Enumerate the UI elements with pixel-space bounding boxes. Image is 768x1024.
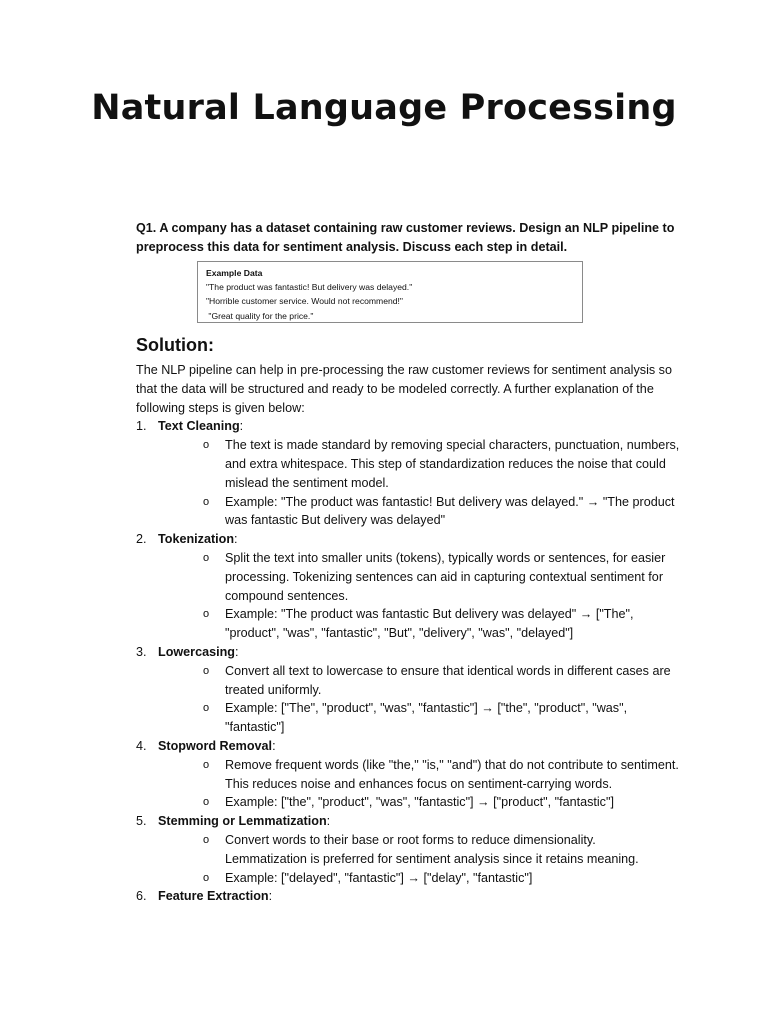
step-bullet xyxy=(203,869,681,888)
bullet-marker: o xyxy=(203,702,210,715)
step-bullet xyxy=(203,831,681,869)
pipeline-step xyxy=(136,887,681,906)
bullet-marker: o xyxy=(203,439,210,452)
step-bullet xyxy=(203,549,681,605)
step-bullet xyxy=(203,756,681,794)
step-title: Feature Extraction xyxy=(158,889,269,904)
bullet-text: Example: ["the", "product", "was", "fantastic"] → ["product", "fantastic"] xyxy=(225,795,614,810)
bullet-marker: o xyxy=(203,664,210,677)
step-bullets xyxy=(158,662,681,737)
step-number: 1. xyxy=(136,419,147,434)
solution-intro: The NLP pipeline can help in pre-processing the raw customer reviews for sentiment analysis so that the data will be structured and ready to be modeled correctly. A further explanation of the following steps is given below: xyxy=(136,363,672,415)
step-title: Stopword Removal xyxy=(158,738,273,753)
step-bullets xyxy=(158,549,681,643)
step-number: 4. xyxy=(136,738,147,753)
bullet-text: Convert all text to lowercase to ensure that identical words in different cases are treated uniformly. xyxy=(225,663,671,697)
step-number: 3. xyxy=(136,644,147,659)
step-bullet xyxy=(203,699,681,737)
document-title: Natural Language Processing xyxy=(91,88,677,128)
bullet-text: Example: "The product was fantastic But delivery was delayed" → ["The", "product", "was", "fantastic", "But", "delivery", "was", "delayed"] xyxy=(225,607,634,641)
pipeline-step xyxy=(136,737,681,812)
pipeline-step xyxy=(136,417,681,530)
step-bullet xyxy=(203,493,681,531)
step-title: Stemming or Lemmatization xyxy=(158,814,327,829)
solution-heading: Solution: xyxy=(136,335,214,355)
solution-body xyxy=(136,361,681,906)
bullet-text: Example: ["delayed", "fantastic"] → ["delay", "fantastic"] xyxy=(225,870,533,885)
step-bullet xyxy=(203,793,681,812)
step-title-colon: : xyxy=(268,889,273,904)
step-bullet xyxy=(203,605,681,643)
bullet-text: Example: "The product was fantastic! But delivery was delayed." → "The product was fantastic But delivery was delayed" xyxy=(225,494,675,528)
steps-list xyxy=(136,417,681,906)
bullet-marker: o xyxy=(203,796,210,809)
bullet-marker: o xyxy=(203,608,210,621)
step-bullets xyxy=(158,436,681,530)
bullet-text: Example: ["The", "product", "was", "fantastic"] → ["the", "product", "was", "fantastic"] xyxy=(225,701,628,735)
bullet-text: Remove frequent words (like "the," "is," "and") that do not contribute to sentiment. This reduces noise and enhances focus on sentiment-carrying words. xyxy=(225,757,679,791)
bullet-text: Convert words to their base or root forms to reduce dimensionality. Lemmatization is preferred for sentiment analysis since it retains meaning. xyxy=(225,832,639,866)
bullet-marker: o xyxy=(203,495,210,508)
example-line: "Horrible customer service. Would not recommend!" xyxy=(206,296,403,307)
step-title: Text Cleaning xyxy=(158,419,240,434)
bullet-marker: o xyxy=(203,758,210,771)
step-title-colon: : xyxy=(234,532,238,547)
example-data-label: Example Data xyxy=(206,268,263,278)
bullet-text: The text is made standard by removing special characters, punctuation, numbers, and extra whitespace. This step of standardization reduces the noise that could mislead the sentiment model. xyxy=(225,438,680,490)
example-line: "The product was fantastic! But delivery was delayed." xyxy=(206,282,413,293)
example-data-box xyxy=(197,261,583,323)
step-number: 6. xyxy=(136,889,147,904)
step-title: Tokenization xyxy=(158,532,235,547)
pipeline-step xyxy=(136,812,681,887)
step-title: Lowercasing xyxy=(158,644,235,659)
step-bullets xyxy=(158,756,681,812)
bullet-text: Split the text into smaller units (tokens), typically words or sentences, for easier processing. Tokenizing sentences can aid in capturing contextual sentiment for compound sentences. xyxy=(225,550,666,603)
step-title-colon: : xyxy=(234,644,239,659)
bullet-marker: o xyxy=(203,551,210,564)
pipeline-step xyxy=(136,643,681,737)
step-bullets xyxy=(158,831,681,887)
step-bullet xyxy=(203,436,681,492)
step-number: 5. xyxy=(136,814,147,829)
step-title-colon: : xyxy=(272,738,276,753)
step-title-colon: : xyxy=(239,419,244,434)
step-title-colon: : xyxy=(326,814,331,829)
bullet-marker: o xyxy=(203,833,210,846)
example-line: "Great quality for the price." xyxy=(206,310,314,321)
step-bullet xyxy=(203,662,681,700)
question-text: Q1. A company has a dataset containing raw customer reviews. Design an NLP pipeline to preprocess this data for sentiment analysis. Discuss each step in detail. xyxy=(136,221,675,254)
bullet-marker: o xyxy=(203,871,210,884)
pipeline-step xyxy=(136,530,681,643)
step-number: 2. xyxy=(136,532,147,547)
